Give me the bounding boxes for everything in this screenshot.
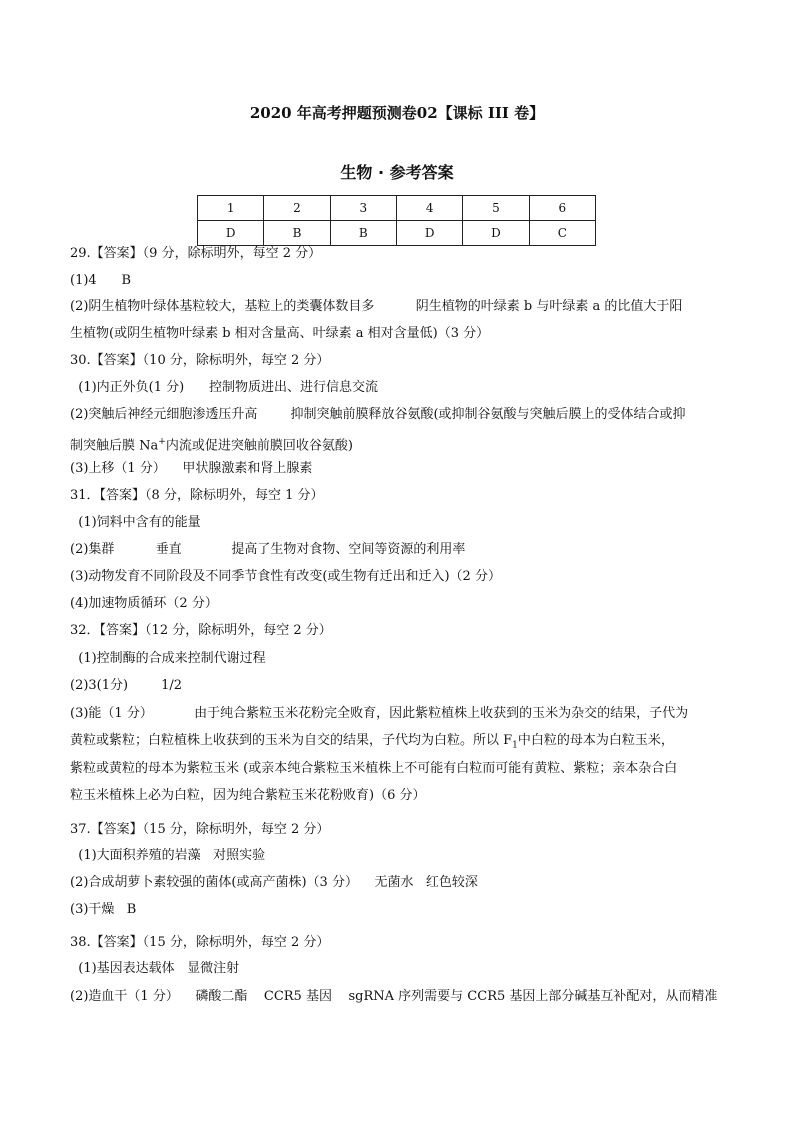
superscript-plus: + <box>158 437 166 447</box>
q32-text-b: 中白粒的母本为白粒玉米， <box>517 733 674 748</box>
question-number-cell: 4 <box>396 196 462 221</box>
answer-cell: B <box>264 221 330 246</box>
document-title: 2020 年高考押题预测卷02【课标 III 卷】 <box>249 104 545 122</box>
q37-answer-2: (2)合成胡萝卜素较强的菌体(或高产菌株)（3 分） 无菌水 红色较深 <box>70 875 478 890</box>
q31-answer-2: (2)集群 垂直 提高了生物对食物、空间等资源的利用率 <box>70 542 466 557</box>
answer-table-answer-row <box>198 221 596 246</box>
q32-text-a: 黄粒或紫粒；白粒植株上收获到的玉米为自交的结果，子代均为白粒。所以 F <box>70 733 513 748</box>
question-number-cell: 2 <box>264 196 330 221</box>
q32-answer-3-cont: 粒玉米植株上必为白粒，因为纯合紫粒玉米花粉败育)（6 分） <box>70 788 426 803</box>
q32-answer-3-cont <box>70 732 674 755</box>
q37-answer-3: (3)干燥 B <box>70 902 137 917</box>
q31-answer-4: (4)加速物质循环（2 分） <box>70 596 218 611</box>
q32-header: 32．【答案】（12 分，除标明外，每空 2 分） <box>70 623 332 638</box>
q32-answer-3: (3)能（1 分） 由于纯合紫粒玉米花粉完全败育，因此紫粒植株上收获到的玉米为杂交的结果，子代为 <box>70 706 689 721</box>
q32-answer-1: (1)控制酶的合成来控制代谢过程 <box>70 651 266 666</box>
question-number-cell: 1 <box>198 196 264 221</box>
q30-text-a: 制突触后膜 Na <box>70 438 159 454</box>
question-number-cell: 6 <box>529 196 595 221</box>
q37-answer-1: (1)大面积养殖的岩藻 对照实验 <box>70 848 266 863</box>
q32-answer-3-cont: 紫粒或黄粒的母本为紫粒玉米 (或亲本纯合紫粒玉米植株上不可能有白粒而可能有黄粒、紫粒；亲本杂合白 <box>70 761 678 776</box>
question-number-cell: 5 <box>463 196 529 221</box>
q29-answer-2-cont: 生植物(或阴生植物叶绿素 b 相对含量高、叶绿素 a 相对含量低)（3 分） <box>70 326 490 341</box>
q38-answer-1: (1)基因表达载体 显微注射 <box>70 961 240 976</box>
q29-answer-1: (1)4 B <box>70 273 132 288</box>
question-number-cell: 3 <box>330 196 396 221</box>
q38-header: 38.【答案】（15 分，除标明外，每空 2 分） <box>70 935 330 950</box>
q30-answer-1: (1)内正外负(1 分) 控制物质进出、进行信息交流 <box>70 380 379 395</box>
q31-header: 31．【答案】（8 分，除标明外，每空 1 分） <box>70 488 324 503</box>
q32-answer-2: (2)3(1分) 1/2 <box>70 678 183 693</box>
answer-cell: D <box>198 221 264 246</box>
q31-answer-1: (1)饲料中含有的能量 <box>70 515 201 530</box>
answer-table-header-row <box>198 196 596 221</box>
q30-answer-3: (3)上移（1 分） 甲状腺激素和肾上腺素 <box>70 461 313 476</box>
q30-header: 30.【答案】（10 分，除标明外，每空 2 分） <box>70 353 330 368</box>
answer-cell: B <box>330 221 396 246</box>
q30-text-b: 内流或促进突触前膜回收谷氨酸) <box>165 438 353 454</box>
answer-table <box>197 195 596 246</box>
document-subtitle: 生物 · 参考答案 <box>340 163 454 182</box>
q37-header: 37.【答案】（15 分，除标明外，每空 2 分） <box>70 822 330 837</box>
answer-cell: D <box>463 221 529 246</box>
answer-cell: C <box>529 221 595 246</box>
answer-cell: D <box>396 221 462 246</box>
q31-answer-3: (3)动物发育不同阶段及不同季节食性有改变(或生物有迁出和迁入)（2 分） <box>70 569 501 584</box>
q29-header: 29.【答案】（9 分，除标明外，每空 2 分） <box>70 246 322 261</box>
subscript-one: 1 <box>512 740 518 751</box>
q38-answer-2: (2)造血干（1 分） 磷酸二酯 CCR5 基因 sgRNA 序列需要与 CCR5 基因上部分碱基互补配对，从而精准 <box>70 989 718 1004</box>
q29-answer-2: (2)阴生植物叶绿体基粒较大，基粒上的类囊体数目多 阴生植物的叶绿素 b 与叶绿素 a 的比值大于阳 <box>70 299 683 314</box>
q30-answer-2: (2)突触后神经元细胞渗透压升高 抑制突触前膜释放谷氨酸(或抑制谷氨酸与突触后膜上的受体结合或抑 <box>70 407 686 422</box>
q30-answer-2-cont <box>70 433 353 455</box>
